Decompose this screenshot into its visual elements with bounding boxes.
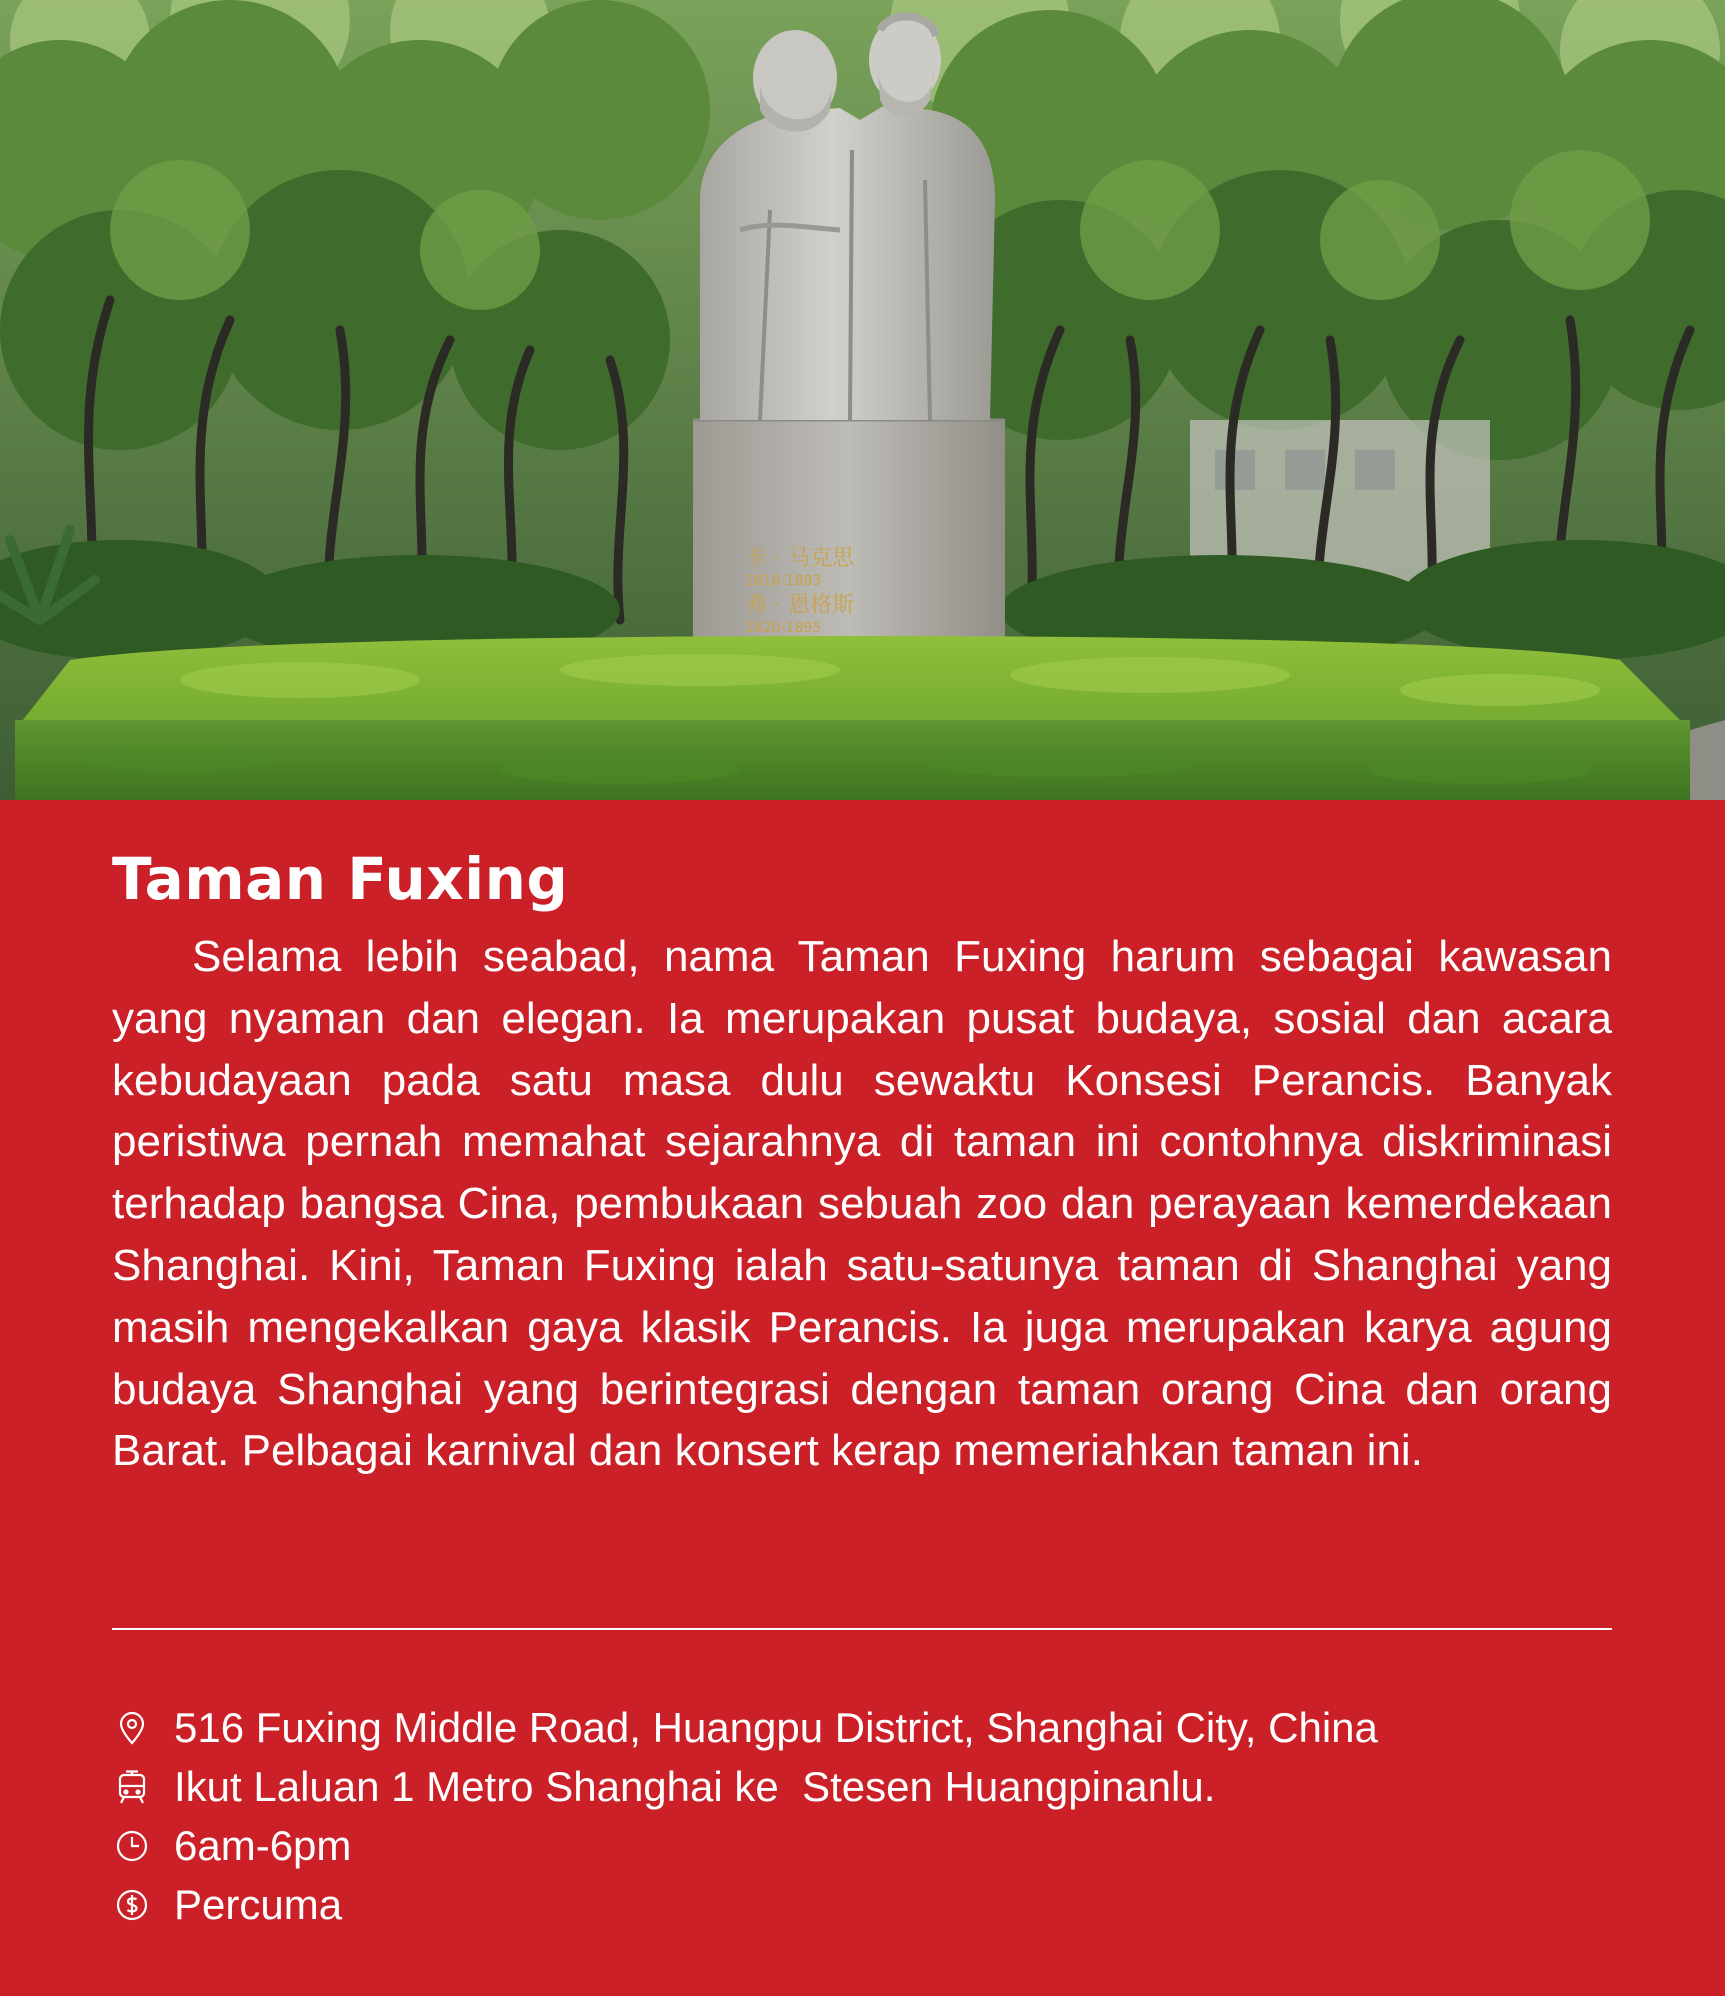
- clock-icon: [112, 1826, 152, 1866]
- metro-train-icon: [112, 1767, 152, 1807]
- divider: [112, 1628, 1612, 1630]
- plaque-years-1: 1818-1883: [745, 573, 822, 589]
- location-pin-icon: [112, 1708, 152, 1748]
- address-text: 516 Fuxing Middle Road, Huangpu District, Shanghai City, China: [174, 1703, 1378, 1751]
- address-row: [112, 1698, 1662, 1757]
- plaque-years-2: 1820-1895: [745, 620, 822, 636]
- park-photo: [0, 0, 1725, 800]
- transport-row: [112, 1757, 1662, 1816]
- info-list: [112, 1698, 1662, 1934]
- plaque-name-2: 弗 · 恩格斯: [745, 593, 854, 618]
- price-text: Percuma: [174, 1880, 343, 1928]
- hours-row: [112, 1816, 1662, 1875]
- info-panel: [0, 800, 1725, 1996]
- hours-text: 6am-6pm: [174, 1821, 352, 1869]
- transport-text: Ikut Laluan 1 Metro Shanghai ke Stesen Huangpinanlu.: [174, 1762, 1216, 1810]
- plaque-name-1: 卡 · 马克思: [745, 546, 854, 571]
- description-text: Selama lebih seabad, nama Taman Fuxing harum sebagai kawasan yang nyaman dan elegan. Ia merupakan pusat budaya, sosial dan acara kebudayaan pada satu masa dulu sewaktu Konsesi Perancis. Banyak peristiwa pernah memahat sejarahnya di taman ini contohnya diskriminasi terhadap bangsa Cina, pembukaan sebuah zoo dan perayaan kemerdekaan Shanghai. Kini, Taman Fuxing ialah satu-satunya taman di Shanghai yang masih mengekalkan gaya klasik Perancis. Ia juga merupakan karya agung budaya Shanghai yang berintegrasi dengan taman orang Cina dan orang Barat. Pelbagai karnival dan konsert kerap memeriahkan taman ini.: [112, 932, 1612, 1476]
- dollar-icon: [112, 1885, 152, 1925]
- page-title: Taman Fuxing: [112, 845, 569, 913]
- price-row: [112, 1875, 1662, 1934]
